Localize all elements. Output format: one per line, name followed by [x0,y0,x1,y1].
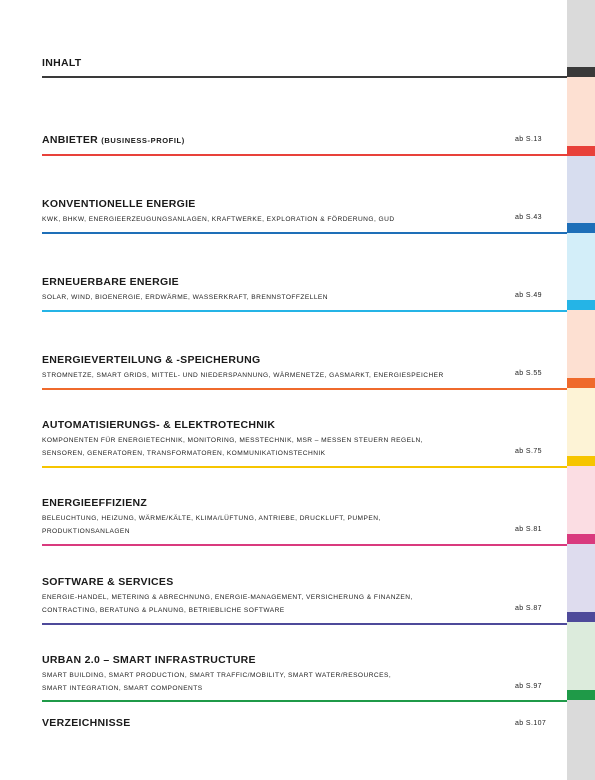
section-2-desc-line: KWK, BHKW, ENERGIEERZEUGUNGSANLAGEN, KRAFTWERKE, EXPLORATION & FÖRDERUNG, GUD [42,216,395,223]
section-2-rule [42,232,567,234]
section-7-tab [567,544,595,612]
section-2-tab-mark [567,223,595,233]
section-4-page-ref[interactable]: ab S.55 [515,370,542,377]
section-4-tab-mark [567,378,595,388]
section-1-title[interactable] [42,134,185,146]
section-5-title[interactable] [42,419,275,431]
section-title-text: ENERGIEEFFIZIENZ [42,497,148,509]
section-2-tab [567,156,595,223]
section-5-page-ref[interactable]: ab S.75 [515,448,542,455]
section-9-title[interactable] [42,717,131,729]
section-3-desc-line: SOLAR, WIND, BIOENERGIE, ERDWÄRME, WASSERKRAFT, BRENNSTOFFZELLEN [42,294,328,301]
tab-contents-mark [567,67,595,77]
section-2-title[interactable] [42,198,196,210]
section-4-desc-line: STROMNETZE, SMART GRIDS, MITTEL- UND NIEDERSPANNUNG, WÄRMENETZE, GASMARKT, ENERGIESPEICHER [42,372,444,379]
section-1-tab-mark [567,146,595,156]
section-5-desc-line: KOMPONENTEN FÜR ENERGIETECHNIK, MONITORING, MESSTECHNIK, MSR – MESSEN STEUERN REGELN, [42,437,424,444]
section-title-text: ANBIETER [42,134,99,146]
section-6-tab-mark [567,534,595,544]
section-5-desc-line: SENSOREN, GENERATOREN, TRANSFORMATOREN, KOMMUNIKATIONSTECHNIK [42,450,326,457]
section-5-tab [567,388,595,456]
section-3-page-ref[interactable]: ab S.49 [515,292,542,299]
section-title-text: SOFTWARE & SERVICES [42,576,174,588]
section-subtitle: (BUSINESS-PROFIL) [101,136,185,145]
section-8-tab [567,622,595,690]
section-title-text: VERZEICHNISSE [42,717,131,729]
section-8-page-ref[interactable]: ab S.97 [515,683,542,690]
section-7-rule [42,623,567,625]
section-4-title[interactable] [42,354,260,366]
section-5-rule [42,466,567,468]
section-6-desc-line: PRODUKTIONSANLAGEN [42,528,130,535]
section-1-rule [42,154,567,156]
section-7-page-ref[interactable]: ab S.87 [515,605,542,612]
section-6-tab [567,466,595,534]
section-7-desc-line: ENERGIE-HANDEL, METERING & ABRECHNUNG, ENERGIE-MANAGEMENT, VERSICHERUNG & FINANZEN, [42,594,413,601]
contents-rule [42,76,567,78]
section-7-desc-line: CONTRACTING, BERATUNG & PLANUNG, BETRIEBLICHE SOFTWARE [42,607,285,614]
side-color-tabs [567,0,595,780]
section-title-text: URBAN 2.0 – SMART INFRASTRUCTURE [42,654,256,666]
section-title-text: AUTOMATISIERUNGS- & ELEKTROTECHNIK [42,419,276,431]
section-9-tab [567,700,595,780]
section-8-title[interactable] [42,654,256,666]
section-7-title[interactable] [42,576,174,588]
section-8-desc-line: SMART BUILDING, SMART PRODUCTION, SMART TRAFFIC/MOBILITY, SMART WATER/RESOURCES, [42,672,392,679]
section-title-text: KONVENTIONELLE ENERGIE [42,198,196,210]
section-title-text: ERNEUERBARE ENERGIE [42,276,179,288]
section-4-tab [567,310,595,378]
section-6-page-ref[interactable]: ab S.81 [515,526,542,533]
section-title-text: ENERGIEVERTEILUNG & -SPEICHERUNG [42,354,261,366]
section-2-page-ref[interactable]: ab S.43 [515,214,542,221]
section-9-page-ref[interactable]: ab S.107 [515,720,547,727]
section-6-title[interactable] [42,497,147,509]
tab-top [567,0,595,67]
section-1-page-ref[interactable]: ab S.13 [515,136,542,143]
section-6-rule [42,544,567,546]
section-8-rule [42,700,567,702]
section-3-tab-mark [567,300,595,310]
section-7-tab-mark [567,612,595,622]
contents-title: INHALT [42,57,82,69]
section-1-tab [567,77,595,146]
section-8-desc-line: SMART INTEGRATION, SMART COMPONENTS [42,685,203,692]
section-6-desc-line: BELEUCHTUNG, HEIZUNG, WÄRME/KÄLTE, KLIMA/LÜFTUNG, ANTRIEBE, DRUCKLUFT, PUMPEN, [42,515,381,522]
section-8-tab-mark [567,690,595,700]
section-3-tab [567,233,595,300]
section-4-rule [42,388,567,390]
section-5-tab-mark [567,456,595,466]
section-3-title[interactable] [42,276,179,288]
section-3-rule [42,310,567,312]
